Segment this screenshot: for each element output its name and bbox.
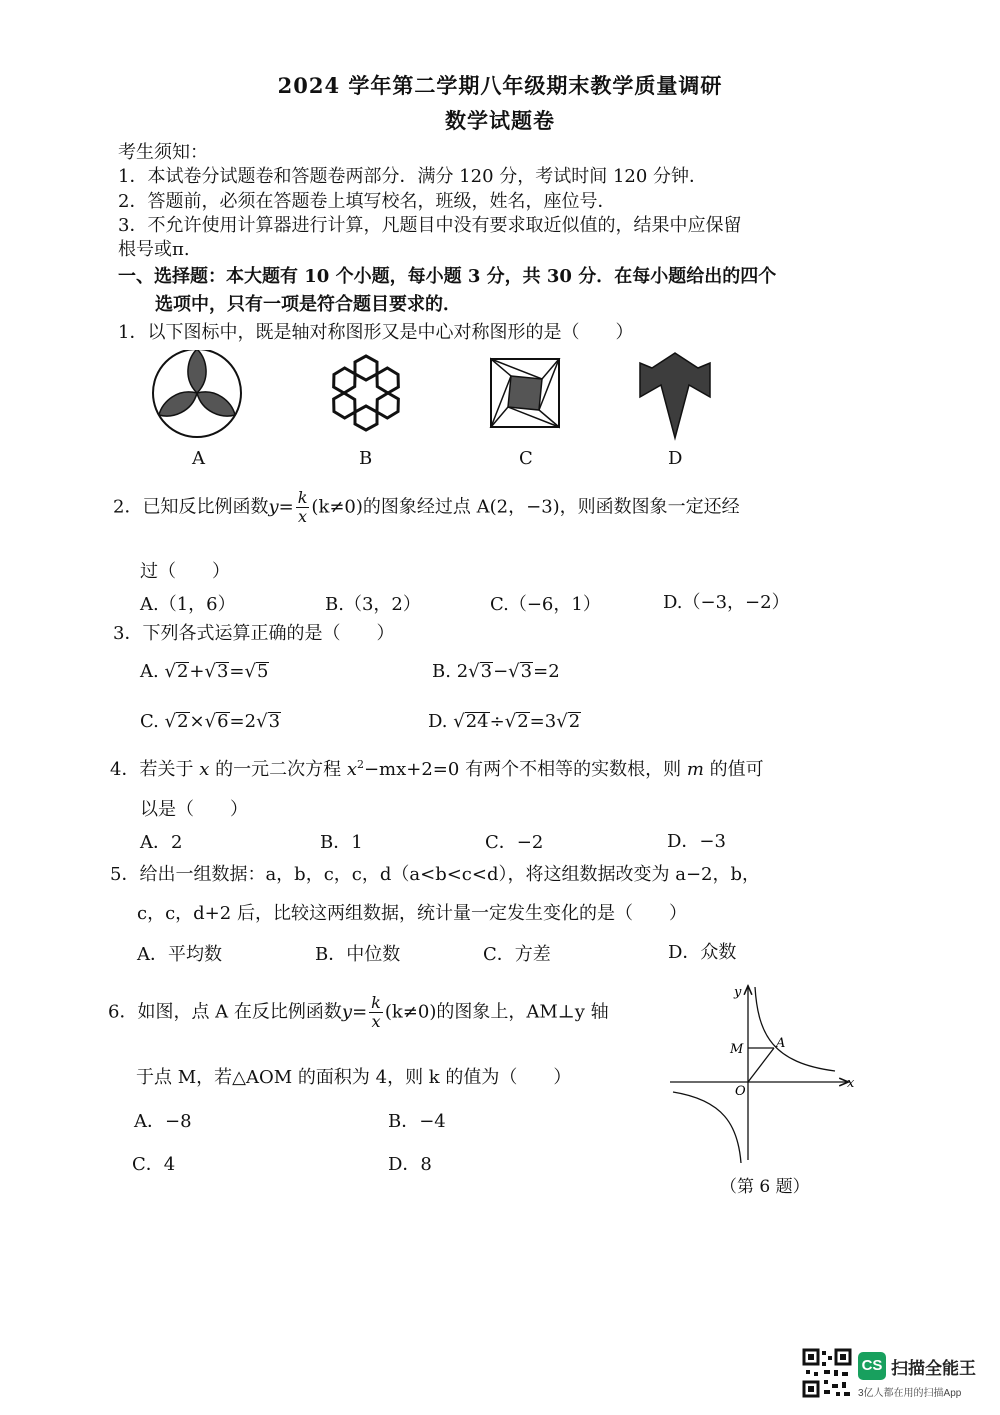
q6-frac-den: x [371,1012,381,1031]
q2-cond: (k≠0) [311,496,363,518]
q4-text-a: 4．若关于 [110,759,194,780]
figure-a-icon [153,350,241,437]
notice-heading: 考生须知： [118,142,208,163]
q5-option-b: B．中位数 [315,944,401,965]
q2-stem-cont: 过（ ） [140,561,230,582]
q3-option-a: A. √2+√3=√5 [140,661,269,682]
q2-option-b: B.（3，2） [325,594,421,615]
q6-fraction [369,995,383,1030]
q5-stem-cont: c，c，d+2 后，比较这两组数据，统计量一定发生变化的是（ ） [137,903,687,924]
q6-option-d: D．8 [388,1154,432,1175]
qr-code-icon [802,1348,852,1398]
q6-frac-num: k [371,993,381,1012]
q4-option-c: C．−2 [485,832,544,853]
q3-c-r3: 3 [268,711,281,732]
q6-option-c: C．4 [132,1154,176,1175]
q3-a-label: A. [140,661,159,682]
q6-stem-cont: 于点 M，若△AOM 的面积为 4，则 k 的值为（ ） [136,1067,572,1088]
notice-item: 3．不允许使用计算器进行计算，凡题目中没有要求取近似值的，结果中应保留 [118,215,742,236]
q2-option-c: C.（−6，1） [490,594,601,615]
q4-stem [110,755,764,781]
q2-fraction [296,490,310,525]
q3-c-r1: 2 [177,711,189,732]
q3-d-eq: =3 [529,711,557,732]
q4-eq-x: x [346,759,357,780]
section-heading-cont: 选项中，只有一项是符合题目要求的． [155,294,461,315]
q2-func-y: y [268,496,279,518]
notice-item: 1．本试卷分试题卷和答题卷两部分．满分 120 分，考试时间 120 分钟． [118,166,708,187]
q3-a-r3: 5 [257,661,269,682]
exam-title: 2024 学年第二学期八年级期末教学质量调研 [277,73,723,98]
q3-a-r2: 3 [216,661,229,682]
q2-prefix: 2．已知反比例函数 [113,496,269,518]
q4-option-a: A．2 [140,832,183,853]
scanner-app-name: 扫描全能王 [891,1359,976,1378]
label-m: M [730,1042,744,1057]
q6-stem [108,995,609,1030]
q2-frac-num: k [297,488,308,507]
q5-option-c: C．方差 [483,944,551,965]
q1-label-b: B [359,448,373,469]
q6-figure-caption: （第 6 题） [720,1177,810,1197]
q6-option-a: A．−8 [134,1111,192,1132]
segment-oa [748,1048,774,1082]
q3-c-label: C. [140,711,159,732]
q3-d-op: ÷ [489,711,505,732]
q6-suffix: 的图象上，AM⊥y 轴 [436,1001,609,1023]
q2-stem [113,490,740,525]
q6-figure [665,975,865,1165]
q1-label-c: C [519,448,533,469]
q3-c-eq: =2 [229,711,257,732]
q4-text-d: 的值可 [709,759,764,780]
q5-option-d: D．众数 [668,942,737,963]
q4-eq-rest: −mx+2=0 [363,759,460,780]
q3-c-r2: 6 [217,711,229,732]
hyperbola-branch-2 [673,1092,741,1163]
q3-d-r3: 2 [568,711,581,732]
q3-option-b: B. 2√3−√3=2 [432,661,560,682]
q3-b-c1: 2 [456,661,469,682]
q2-option-d: D.（−3，−2） [663,592,790,613]
q4-stem-cont: 以是（ ） [140,799,248,820]
label-o: O [735,1084,746,1099]
q4-var-m: m [686,759,704,780]
q3-a-r1: 2 [176,661,189,682]
q3-stem: 3．下列各式运算正确的是（ ） [113,623,395,644]
q1-label-a: A [192,448,205,469]
q4-var-x: x [199,759,210,780]
q2-suffix: 的图象经过点 A(2，−3)，则函数图象一定还经 [362,496,740,518]
notice-item: 2．答题前，必须在答题卷上填写校名，班级，姓名，座位号． [118,191,616,212]
q6-option-b: B．−4 [388,1111,446,1132]
q4-text-b: 的一元二次方程 [215,759,342,780]
hyperbola-branch-1 [755,987,835,1071]
q3-a-eq: = [229,661,245,682]
q3-b-eq: =2 [533,661,560,682]
figure-c-icon [491,359,559,427]
q6-prefix: 6．如图，点 A 在反比例函数 [108,1001,342,1023]
q3-option-c: C. √2×√6=2√3 [140,711,281,732]
q1-stem: 1．以下图标中，既是轴对称图形又是中心对称图形的是（ ） [118,322,634,343]
q3-d-r1: 24 [465,711,489,732]
q3-a-op: + [189,661,205,682]
q3-d-label: D. [428,711,448,732]
figure-d-icon [640,353,710,438]
q1-figures [140,350,740,445]
label-a: A [776,1036,786,1051]
q4-option-d: D．−3 [667,831,726,852]
q2-option-a: A.（1，6） [140,594,236,615]
q3-b-r1: 3 [480,661,493,682]
label-y: y [734,985,742,1000]
q6-func-y: y [341,1001,353,1023]
q2-eq: = [278,496,294,518]
notice-item: 根号或π. [118,239,190,260]
scanner-logo [858,1352,886,1380]
q3-b-op: − [493,661,509,682]
exam-subtitle: 数学试题卷 [445,108,555,133]
figure-b-icon [328,356,403,430]
q3-d-r2: 2 [517,711,529,732]
q4-text-c: 有两个不相等的实数根，则 [465,759,682,780]
q6-cond: (k≠0) [384,1001,437,1023]
q5-option-a: A．平均数 [137,944,222,965]
label-x: x [847,1076,855,1091]
q3-option-d: D. √24÷√2=3√2 [428,711,581,732]
section-heading: 一、选择题：本大题有 10 个小题，每小题 3 分，共 30 分．在每小题给出的四个 [118,266,777,287]
q4-eq-sup: 2 [356,758,364,771]
cs-logo-icon: CS [858,1352,886,1380]
q4-option-b: B．1 [320,832,363,853]
q5-stem: 5．给出一组数据：a，b，c，c，d（a<b<c<d），将这组数据改变为 a−2，b， [110,864,761,885]
q6-eq: = [352,1001,368,1023]
q3-b-label: B. [432,661,451,682]
q2-frac-den: x [298,507,308,526]
scanner-tagline: 3亿人都在用的扫描App [858,1388,962,1399]
q3-c-op: × [189,711,205,732]
q1-label-d: D [668,448,683,469]
q3-b-r2: 3 [520,661,533,682]
